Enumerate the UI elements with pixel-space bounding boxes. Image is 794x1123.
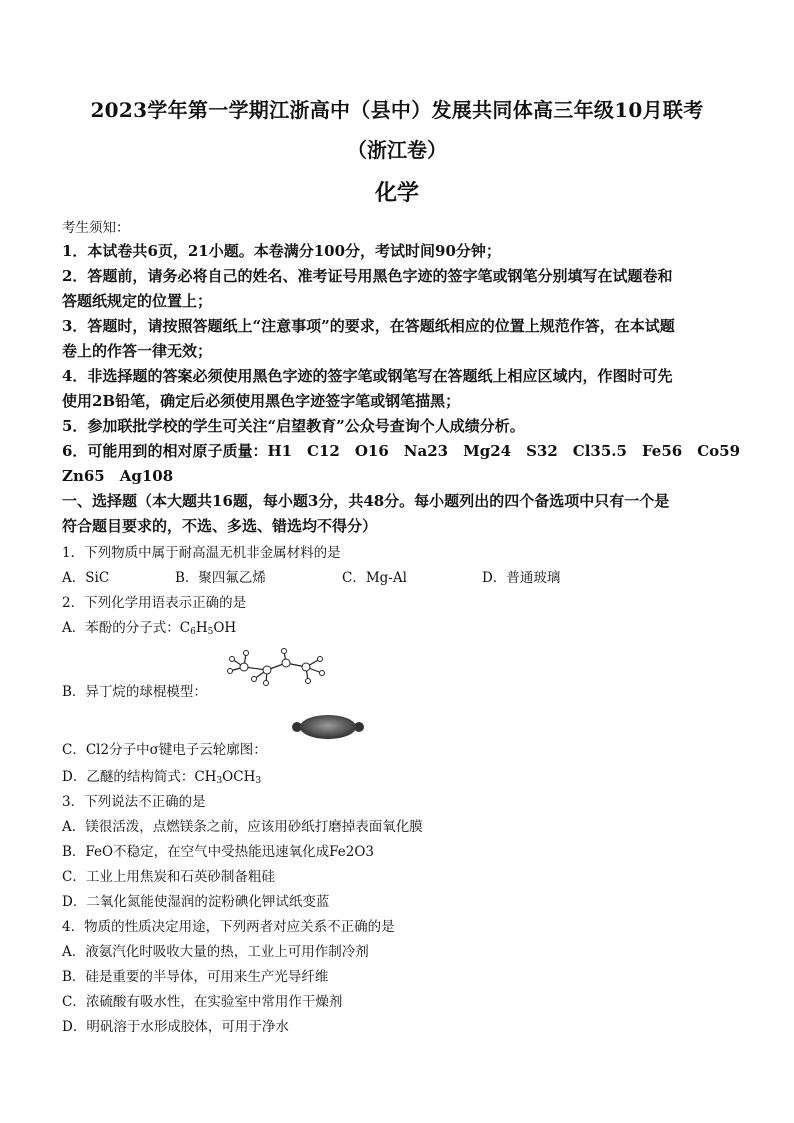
notice-item: 3．答题时，请按照答题纸上“注意事项”的要求，在答题纸相应的位置上规范作答，在本试题 bbox=[62, 317, 675, 335]
notice-item: 使用2B铅笔，确定后必须使用黑色字迹签字笔或钢笔描黑； bbox=[62, 392, 461, 410]
isobutane-ball-stick-model bbox=[222, 645, 332, 690]
notice-item: 2．答题前，请务必将自己的姓名、准考证号用黑色字迹的签字笔或钢笔分别填写在试题卷和 bbox=[62, 267, 673, 285]
exam-title: 2023学年第一学期江浙高中（县中）发展共同体高三年级10月联考 bbox=[90, 98, 704, 122]
option-a: A．苯酚的分子式：$C_6H_5OH$ bbox=[62, 620, 237, 637]
option-d: D．二氧化氮能使湿润的淀粉碘化钾试纸变蓝 bbox=[62, 894, 330, 910]
section-heading: 一、选择题（本大题共16题，每小题3分，共48分。每小题列出的四个备选项中只有一个是 bbox=[62, 492, 670, 510]
section-heading-cont: 符合题目要求的，不选、多选、错选均不得分） bbox=[62, 517, 378, 535]
notice-heading: 考生须知： bbox=[62, 220, 130, 236]
notice-item: 6．可能用到的相对原子质量：H1 C12 O16 Na23 Mg24 S32 Cl35.5 Fe56 Co59 bbox=[62, 442, 741, 460]
option-b: B．异丁烷的球棍模型： bbox=[62, 684, 207, 700]
question-stem: 4．物质的性质决定用途，下列两者对应关系不正确的是 bbox=[62, 919, 395, 935]
option-b: B．硅是重要的半导体，可用来生产光导纤维 bbox=[62, 969, 329, 985]
exam-subtitle: （浙江卷） bbox=[347, 138, 447, 162]
question-stem: 1．下列物质中属于耐高温无机非金属材料的是 bbox=[62, 545, 341, 561]
option-b: B．聚四氟乙烯 bbox=[175, 570, 266, 586]
option-d: D．明矾溶于水形成胶体，可用于净水 bbox=[62, 1019, 289, 1035]
question-stem: 3．下列说法不正确的是 bbox=[62, 794, 206, 810]
option-b: B．FeO不稳定，在空气中受热能迅速氧化成Fe2O3 bbox=[62, 844, 374, 860]
option-d: D．乙醚的结构简式：$CH_3OCH_3$ bbox=[62, 769, 262, 786]
option-a: A．镁很活泼，点燃镁条之前，应该用砂纸打磨掉表面氧化膜 bbox=[62, 819, 423, 835]
notice-item: 卷上的作答一律无效； bbox=[62, 342, 213, 360]
notice-item: 4．非选择题的答案必须使用黑色字迹的签字笔或钢笔写在答题纸上相应区域内，作图时可先 bbox=[62, 367, 673, 385]
option-d: D．普通玻璃 bbox=[482, 570, 561, 586]
notice-item: Zn65 Ag108 bbox=[62, 467, 174, 485]
subject-title: 化学 bbox=[374, 180, 419, 206]
option-c: C．Cl2分子中σ键电子云轮廓图： bbox=[62, 742, 267, 758]
notice-item: 答题纸规定的位置上； bbox=[62, 292, 213, 310]
notice-item: 1．本试卷共6页，21小题。本卷满分100分，考试时间90分钟； bbox=[62, 242, 501, 260]
notice-item: 5．参加联批学校的学生可关注“启望教育”公众号查询个人成绩分析。 bbox=[62, 417, 525, 435]
question-stem: 2．下列化学用语表示正确的是 bbox=[62, 595, 247, 611]
sigma-bond-electron-cloud bbox=[290, 712, 366, 742]
option-c: C．Mg-Al bbox=[342, 570, 407, 586]
option-a: A．SiC bbox=[62, 570, 110, 586]
option-c: C．浓硫酸有吸水性，在实验室中常用作干燥剂 bbox=[62, 994, 343, 1010]
option-a: A．液氨汽化时吸收大量的热，工业上可用作制冷剂 bbox=[62, 944, 369, 960]
option-c: C．工业上用焦炭和石英砂制备粗硅 bbox=[62, 869, 275, 885]
